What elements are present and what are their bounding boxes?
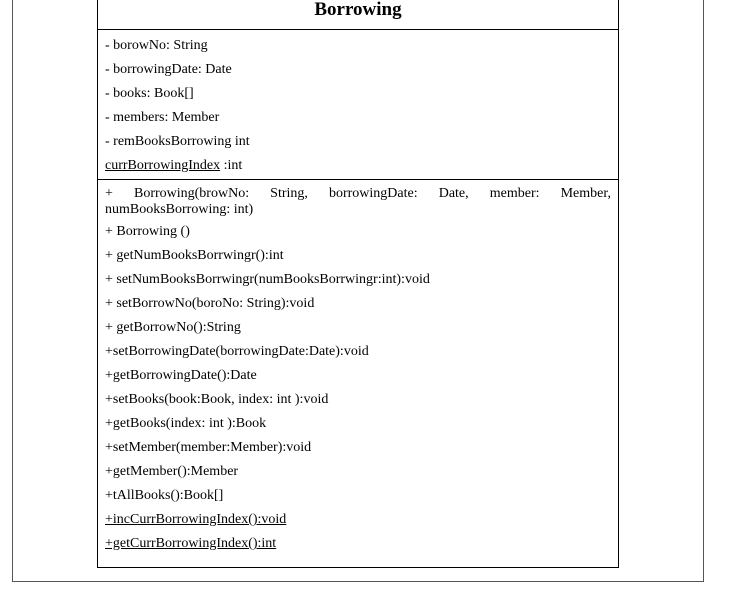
- constructor-part: Member,: [560, 186, 611, 201]
- attribute-curr-borrowing-index: [105, 154, 611, 176]
- methods-compartment: [98, 180, 618, 556]
- attributes-compartment: [98, 30, 618, 180]
- method-set-borrowing-date: +setBorrowingDate(borrowingDate:Date):void: [105, 344, 369, 359]
- static-attribute-name: currBorrowingIndex: [105, 158, 221, 173]
- static-attribute-type: :int: [220, 158, 243, 173]
- method-get-member: +getMember():Member: [105, 464, 239, 479]
- constructor-part: Borrowing(browNo:: [133, 186, 250, 201]
- method-set-books: +setBooks(book:Book, index: int ):void: [105, 392, 329, 407]
- constructor-part: member:: [489, 186, 540, 201]
- method-constructor-default: + Borrowing (): [105, 224, 190, 239]
- attribute-borrowing-date: - borrowingDate: Date: [105, 62, 232, 77]
- constructor-part: +: [105, 186, 113, 201]
- method-get-borrow-no: + getBorrowNo():String: [105, 320, 241, 335]
- method-set-member: +setMember(member:Member):void: [105, 440, 312, 455]
- attribute-members: - members: Member: [105, 110, 220, 125]
- method-get-books: +getBooks(index: int ):Book: [105, 416, 267, 431]
- constructor-line-1: [105, 186, 611, 202]
- attribute-rem-books-borrowing: - remBooksBorrowing int: [105, 134, 250, 149]
- class-name: Borrowing: [98, 0, 618, 30]
- method-set-num-books: + setNumBooksBorrwingr(numBooksBorrwingr:int):void: [105, 272, 430, 287]
- constructor-part: Date,: [438, 186, 469, 201]
- uml-class-box: [97, 0, 619, 568]
- attribute-borow-no: - borowNo: String: [105, 38, 208, 53]
- constructor-part: String,: [270, 186, 308, 201]
- constructor-line-2: numBooksBorrowing: int): [105, 202, 254, 217]
- constructor-part: borrowingDate:: [328, 186, 418, 201]
- attribute-books: - books: Book[]: [105, 86, 194, 101]
- method-all-books: +tAllBooks():Book[]: [105, 488, 224, 503]
- method-get-curr-borrowing-index: +getCurrBorrowingIndex():int: [105, 536, 277, 551]
- method-inc-curr-borrowing-index: +incCurrBorrowingIndex():void: [105, 512, 287, 527]
- method-get-num-books: + getNumBooksBorrwingr():int: [105, 248, 284, 263]
- method-constructor-full: [105, 186, 611, 220]
- method-get-borrowing-date: +getBorrowingDate():Date: [105, 368, 257, 383]
- method-set-borrow-no: + setBorrowNo(boroNo: String):void: [105, 296, 315, 311]
